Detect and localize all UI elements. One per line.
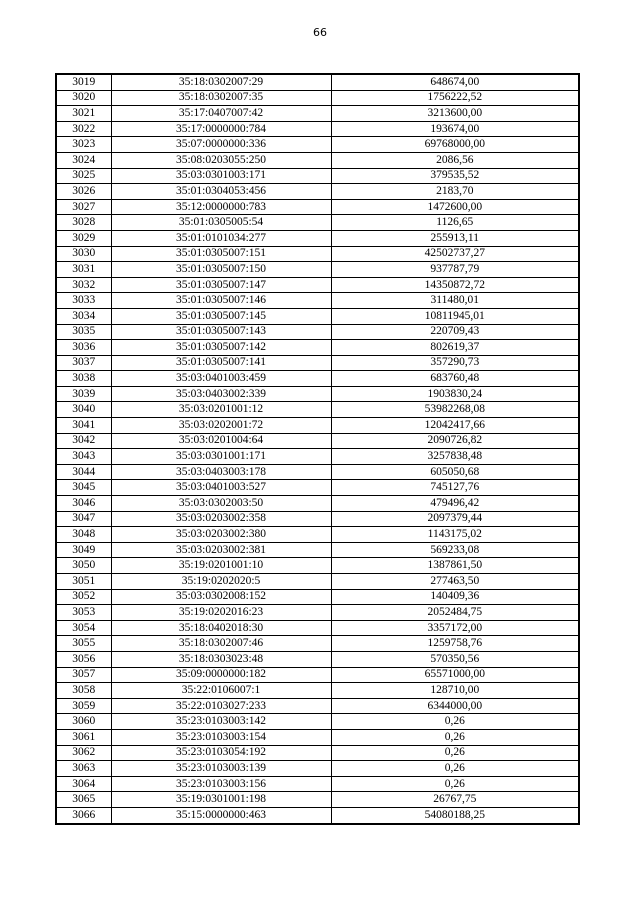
row-number-cell: 3052 [56, 589, 111, 605]
cadastral-number-cell: 35:23:0103003:142 [111, 714, 331, 730]
value-cell: 937787,79 [331, 262, 579, 278]
row-number-cell: 3048 [56, 527, 111, 543]
table-row [56, 418, 579, 434]
table-body [56, 74, 579, 824]
value-cell: 10811945,01 [331, 308, 579, 324]
row-number-cell: 3058 [56, 683, 111, 699]
table-row [56, 745, 579, 761]
value-cell: 479496,42 [331, 496, 579, 512]
table-row [56, 605, 579, 621]
row-number-cell: 3055 [56, 636, 111, 652]
row-number-cell: 3046 [56, 496, 111, 512]
table-row [56, 589, 579, 605]
value-cell: 3213600,00 [331, 106, 579, 122]
cadastral-number-cell: 35:03:0203002:358 [111, 511, 331, 527]
table-row [56, 90, 579, 106]
value-cell: 569233,08 [331, 542, 579, 558]
value-cell: 745127,76 [331, 480, 579, 496]
cadastral-number-cell: 35:08:0203055:250 [111, 152, 331, 168]
table-row [56, 558, 579, 574]
cadastral-number-cell: 35:15:0000000:463 [111, 807, 331, 823]
row-number-cell: 3024 [56, 152, 111, 168]
row-number-cell: 3056 [56, 651, 111, 667]
row-number-cell: 3039 [56, 386, 111, 402]
table-row [56, 355, 579, 371]
row-number-cell: 3053 [56, 605, 111, 621]
table-row [56, 667, 579, 683]
value-cell: 0,26 [331, 776, 579, 792]
table-row [56, 807, 579, 823]
value-cell: 570350,56 [331, 651, 579, 667]
table-row [56, 542, 579, 558]
cadastral-number-cell: 35:03:0403003:178 [111, 464, 331, 480]
value-cell: 1143175,02 [331, 527, 579, 543]
row-number-cell: 3061 [56, 729, 111, 745]
row-number-cell: 3032 [56, 277, 111, 293]
cadastral-number-cell: 35:12:0000000:783 [111, 199, 331, 215]
value-cell: 220709,43 [331, 324, 579, 340]
row-number-cell: 3065 [56, 792, 111, 808]
cadastral-number-cell: 35:01:0101034:277 [111, 230, 331, 246]
row-number-cell: 3059 [56, 698, 111, 714]
row-number-cell: 3040 [56, 402, 111, 418]
cadastral-number-cell: 35:01:0305007:150 [111, 262, 331, 278]
cadastral-number-cell: 35:03:0401003:459 [111, 371, 331, 387]
cadastral-number-cell: 35:03:0202001:72 [111, 418, 331, 434]
value-cell: 54080188,25 [331, 807, 579, 823]
row-number-cell: 3027 [56, 199, 111, 215]
row-number-cell: 3019 [56, 74, 111, 90]
row-number-cell: 3029 [56, 230, 111, 246]
value-cell: 2090726,82 [331, 433, 579, 449]
page-number: 66 [313, 26, 327, 39]
cadastral-number-cell: 35:01:0305007:151 [111, 246, 331, 262]
row-number-cell: 3045 [56, 480, 111, 496]
table-row [56, 293, 579, 309]
table-row [56, 511, 579, 527]
value-cell: 128710,00 [331, 683, 579, 699]
cadastral-number-cell: 35:01:0304053:456 [111, 184, 331, 200]
table-row [56, 620, 579, 636]
table-row [56, 651, 579, 667]
cadastral-number-cell: 35:01:0305007:143 [111, 324, 331, 340]
value-cell: 69768000,00 [331, 137, 579, 153]
cadastral-number-cell: 35:07:0000000:336 [111, 137, 331, 153]
cadastral-number-cell: 35:19:0201001:10 [111, 558, 331, 574]
table-row [56, 340, 579, 356]
table-row [56, 480, 579, 496]
row-number-cell: 3041 [56, 418, 111, 434]
row-number-cell: 3021 [56, 106, 111, 122]
value-cell: 1259758,76 [331, 636, 579, 652]
row-number-cell: 3042 [56, 433, 111, 449]
value-cell: 3357172,00 [331, 620, 579, 636]
value-cell: 0,26 [331, 745, 579, 761]
value-cell: 6344000,00 [331, 698, 579, 714]
cadastral-number-cell: 35:03:0301001:171 [111, 449, 331, 465]
row-number-cell: 3051 [56, 574, 111, 590]
table-row [56, 371, 579, 387]
cadastral-number-cell: 35:22:0106007:1 [111, 683, 331, 699]
table-row [56, 277, 579, 293]
value-cell: 2086,56 [331, 152, 579, 168]
value-cell: 53982268,08 [331, 402, 579, 418]
cadastral-number-cell: 35:03:0201001:12 [111, 402, 331, 418]
value-cell: 0,26 [331, 714, 579, 730]
value-cell: 26767,75 [331, 792, 579, 808]
value-cell: 2183,70 [331, 184, 579, 200]
row-number-cell: 3034 [56, 308, 111, 324]
cadastral-number-cell: 35:01:0305007:145 [111, 308, 331, 324]
value-cell: 357290,73 [331, 355, 579, 371]
table-row [56, 433, 579, 449]
cadastral-number-cell: 35:18:0303023:48 [111, 651, 331, 667]
table-row [56, 324, 579, 340]
row-number-cell: 3066 [56, 807, 111, 823]
table-row [56, 168, 579, 184]
cadastral-number-cell: 35:03:0203002:381 [111, 542, 331, 558]
value-cell: 2097379,44 [331, 511, 579, 527]
table-row [56, 698, 579, 714]
table-row [56, 386, 579, 402]
cadastral-number-cell: 35:18:0302007:29 [111, 74, 331, 90]
value-cell: 648674,00 [331, 74, 579, 90]
table-row [56, 308, 579, 324]
value-cell: 65571000,00 [331, 667, 579, 683]
table-row [56, 683, 579, 699]
cadastral-number-cell: 35:17:0407007:42 [111, 106, 331, 122]
row-number-cell: 3054 [56, 620, 111, 636]
row-number-cell: 3035 [56, 324, 111, 340]
table-row [56, 464, 579, 480]
cadastral-number-cell: 35:03:0403002:339 [111, 386, 331, 402]
row-number-cell: 3057 [56, 667, 111, 683]
value-cell: 140409,36 [331, 589, 579, 605]
cadastral-number-cell: 35:22:0103027:233 [111, 698, 331, 714]
cadastral-number-cell: 35:23:0103003:154 [111, 729, 331, 745]
table-row [56, 230, 579, 246]
table-row [56, 496, 579, 512]
row-number-cell: 3044 [56, 464, 111, 480]
table-row [56, 121, 579, 137]
value-cell: 1387861,50 [331, 558, 579, 574]
cadastral-number-cell: 35:17:0000000:784 [111, 121, 331, 137]
cadastral-number-cell: 35:03:0301003:171 [111, 168, 331, 184]
row-number-cell: 3050 [56, 558, 111, 574]
table-row [56, 574, 579, 590]
cadastral-number-cell: 35:03:0302003:50 [111, 496, 331, 512]
table-row [56, 199, 579, 215]
row-number-cell: 3064 [56, 776, 111, 792]
row-number-cell: 3038 [56, 371, 111, 387]
row-number-cell: 3030 [56, 246, 111, 262]
cadastral-number-cell: 35:01:0305005:54 [111, 215, 331, 231]
cadastral-number-cell: 35:01:0305007:142 [111, 340, 331, 356]
value-cell: 0,26 [331, 729, 579, 745]
table-row [56, 152, 579, 168]
table-row [56, 761, 579, 777]
value-cell: 277463,50 [331, 574, 579, 590]
value-cell: 255913,11 [331, 230, 579, 246]
table-row [56, 215, 579, 231]
row-number-cell: 3028 [56, 215, 111, 231]
value-cell: 0,26 [331, 761, 579, 777]
cadastral-number-cell: 35:01:0305007:146 [111, 293, 331, 309]
row-number-cell: 3020 [56, 90, 111, 106]
table-row [56, 106, 579, 122]
table-row [56, 246, 579, 262]
cadastral-number-cell: 35:23:0103003:139 [111, 761, 331, 777]
value-cell: 193674,00 [331, 121, 579, 137]
value-cell: 1472600,00 [331, 199, 579, 215]
row-number-cell: 3037 [56, 355, 111, 371]
value-cell: 802619,37 [331, 340, 579, 356]
row-number-cell: 3031 [56, 262, 111, 278]
row-number-cell: 3063 [56, 761, 111, 777]
value-cell: 12042417,66 [331, 418, 579, 434]
value-cell: 2052484,75 [331, 605, 579, 621]
row-number-cell: 3043 [56, 449, 111, 465]
table-row [56, 714, 579, 730]
cadastral-number-cell: 35:03:0201004:64 [111, 433, 331, 449]
row-number-cell: 3060 [56, 714, 111, 730]
cadastral-number-cell: 35:18:0402018:30 [111, 620, 331, 636]
table-row [56, 74, 579, 90]
cadastral-number-cell: 35:18:0302007:35 [111, 90, 331, 106]
row-number-cell: 3033 [56, 293, 111, 309]
table-row [56, 792, 579, 808]
cadastral-number-cell: 35:19:0202020:5 [111, 574, 331, 590]
row-number-cell: 3022 [56, 121, 111, 137]
cadastral-number-cell: 35:18:0302007:46 [111, 636, 331, 652]
cadastral-number-cell: 35:23:0103003:156 [111, 776, 331, 792]
cadastral-number-cell: 35:03:0302008:152 [111, 589, 331, 605]
value-cell: 1126,65 [331, 215, 579, 231]
row-number-cell: 3047 [56, 511, 111, 527]
table-row [56, 527, 579, 543]
value-cell: 683760,48 [331, 371, 579, 387]
cadastral-number-cell: 35:23:0103054:192 [111, 745, 331, 761]
row-number-cell: 3023 [56, 137, 111, 153]
value-cell: 605050,68 [331, 464, 579, 480]
cadastral-number-cell: 35:09:0000000:182 [111, 667, 331, 683]
cadastral-number-cell: 35:01:0305007:141 [111, 355, 331, 371]
value-cell: 1756222,52 [331, 90, 579, 106]
value-cell: 379535,52 [331, 168, 579, 184]
row-number-cell: 3036 [56, 340, 111, 356]
table-row [56, 776, 579, 792]
cadastral-number-cell: 35:01:0305007:147 [111, 277, 331, 293]
cadastral-number-cell: 35:19:0301001:198 [111, 792, 331, 808]
cadastre-table [55, 73, 580, 825]
table-row [56, 262, 579, 278]
table-row [56, 402, 579, 418]
table-row [56, 729, 579, 745]
value-cell: 42502737,27 [331, 246, 579, 262]
row-number-cell: 3049 [56, 542, 111, 558]
table-row [56, 449, 579, 465]
table-row [56, 137, 579, 153]
cadastral-number-cell: 35:19:0202016:23 [111, 605, 331, 621]
value-cell: 3257838,48 [331, 449, 579, 465]
cadastral-number-cell: 35:03:0401003:527 [111, 480, 331, 496]
row-number-cell: 3025 [56, 168, 111, 184]
value-cell: 1903830,24 [331, 386, 579, 402]
table-row [56, 184, 579, 200]
cadastral-number-cell: 35:03:0203002:380 [111, 527, 331, 543]
value-cell: 14350872,72 [331, 277, 579, 293]
value-cell: 311480,01 [331, 293, 579, 309]
table-row [56, 636, 579, 652]
row-number-cell: 3062 [56, 745, 111, 761]
row-number-cell: 3026 [56, 184, 111, 200]
